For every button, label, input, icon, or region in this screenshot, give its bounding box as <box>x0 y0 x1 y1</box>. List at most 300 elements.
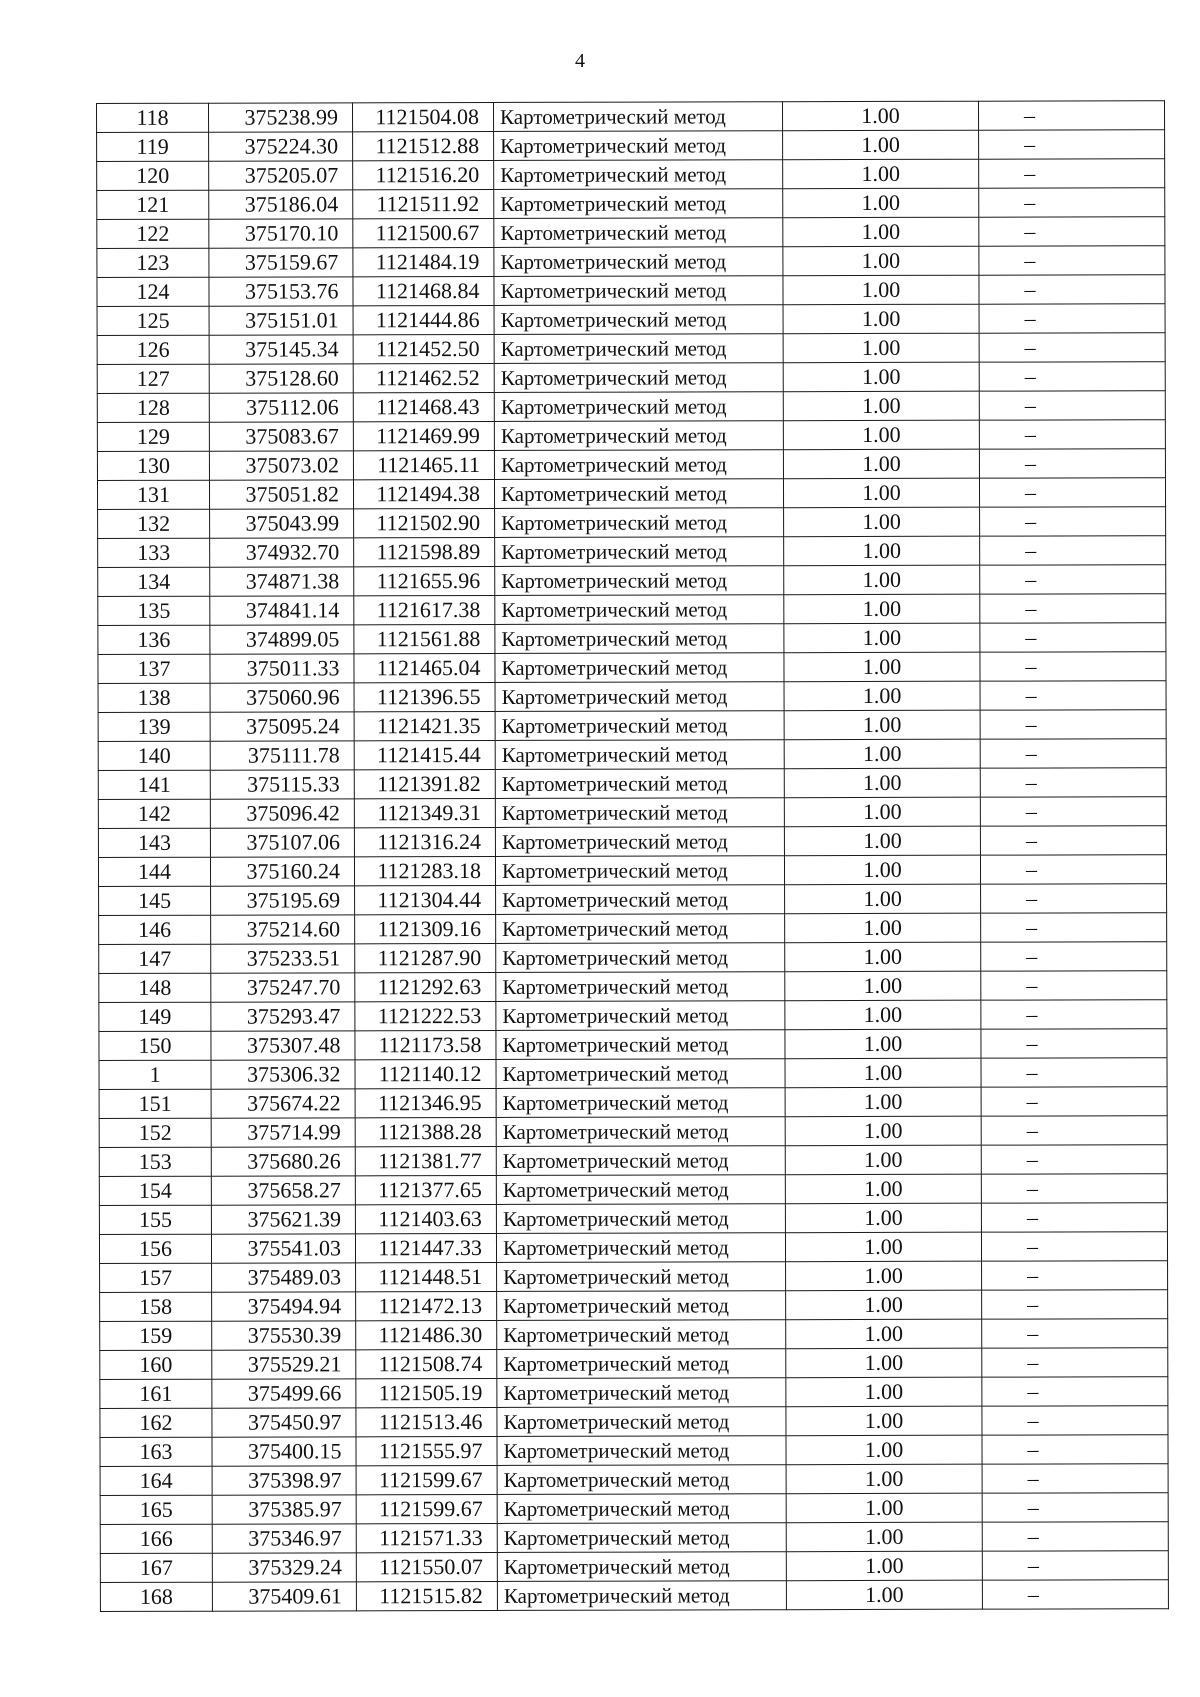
precision-cell: 1.00 <box>785 942 981 972</box>
table-row <box>99 1145 1167 1177</box>
precision-cell: 1.00 <box>783 333 979 363</box>
note-cell: – <box>979 246 1165 275</box>
method-cell: Картометрический метод <box>495 595 784 625</box>
point-number-cell: 142 <box>98 799 210 828</box>
note-cell: – <box>980 652 1166 681</box>
precision-cell: 1.00 <box>784 565 980 595</box>
note-cell: – <box>979 478 1165 507</box>
x-coordinate-cell: 375346.97 <box>212 1524 356 1553</box>
method-cell: Картометрический метод <box>497 1407 786 1437</box>
note-cell: – <box>981 884 1167 913</box>
precision-cell: 1.00 <box>784 652 980 682</box>
point-number-cell: 133 <box>98 538 210 567</box>
note-cell: – <box>979 159 1165 188</box>
note-cell: – <box>980 623 1166 652</box>
note-cell: – <box>980 565 1166 594</box>
precision-cell: 1.00 <box>784 623 980 653</box>
point-number-cell: 143 <box>98 828 210 857</box>
method-cell: Картометрический метод <box>494 247 783 277</box>
y-coordinate-cell: 1121465.04 <box>354 653 495 682</box>
point-number-cell: 129 <box>97 422 209 451</box>
point-number-cell: 150 <box>99 1031 211 1060</box>
x-coordinate-cell: 375499.66 <box>212 1379 356 1408</box>
table-row <box>97 362 1165 394</box>
method-cell: Картометрический метод <box>497 1465 786 1495</box>
table-row <box>99 942 1167 974</box>
method-cell: Картометрический метод <box>494 218 783 248</box>
table-row <box>98 855 1166 887</box>
note-cell: – <box>980 710 1166 739</box>
y-coordinate-cell: 1121448.51 <box>356 1262 497 1291</box>
note-cell: – <box>980 797 1166 826</box>
point-number-cell: 165 <box>100 1495 212 1524</box>
y-coordinate-cell: 1121421.35 <box>354 711 495 740</box>
note-cell: – <box>981 1203 1167 1232</box>
x-coordinate-cell: 375186.04 <box>209 190 353 219</box>
table-row <box>99 1000 1167 1032</box>
method-cell: Картометрический метод <box>497 1378 786 1408</box>
point-number-cell: 137 <box>98 654 210 683</box>
x-coordinate-cell: 375115.33 <box>210 770 354 799</box>
table-row <box>100 1464 1168 1496</box>
method-cell: Картометрический метод <box>497 1262 786 1292</box>
point-number-cell: 140 <box>98 741 210 770</box>
note-cell: – <box>982 1377 1168 1406</box>
note-cell: – <box>982 1580 1168 1609</box>
table-row <box>100 1319 1168 1351</box>
x-coordinate-cell: 375293.47 <box>211 1002 355 1031</box>
point-number-cell: 119 <box>97 132 209 161</box>
method-cell: Картометрический метод <box>494 189 783 219</box>
note-cell: – <box>981 1174 1167 1203</box>
point-number-cell: 138 <box>98 683 210 712</box>
note-cell: – <box>979 275 1165 304</box>
table-row <box>97 420 1165 452</box>
precision-cell: 1.00 <box>786 1435 982 1465</box>
note-cell: – <box>979 333 1165 362</box>
y-coordinate-cell: 1121515.82 <box>356 1581 497 1610</box>
precision-cell: 1.00 <box>783 420 979 450</box>
note-cell: – <box>981 1087 1167 1116</box>
point-number-cell: 167 <box>100 1553 212 1582</box>
point-number-cell: 159 <box>100 1321 212 1350</box>
method-cell: Картометрический метод <box>496 885 785 915</box>
table-row <box>98 768 1166 800</box>
table-row <box>100 1348 1168 1380</box>
x-coordinate-cell: 375205.07 <box>209 161 353 190</box>
point-number-cell: 125 <box>97 306 209 335</box>
y-coordinate-cell: 1121349.31 <box>354 798 495 827</box>
note-cell: – <box>982 1261 1168 1290</box>
table-row <box>97 275 1165 307</box>
point-number-cell: 155 <box>99 1205 211 1234</box>
precision-cell: 1.00 <box>784 536 980 566</box>
note-cell: – <box>980 507 1166 536</box>
x-coordinate-cell: 375043.99 <box>210 509 354 538</box>
method-cell: Картометрический метод <box>495 711 784 741</box>
x-coordinate-cell: 375095.24 <box>210 712 354 741</box>
table-row <box>98 739 1166 771</box>
x-coordinate-cell: 374932.70 <box>210 538 354 567</box>
precision-cell: 1.00 <box>783 478 979 508</box>
point-number-cell: 123 <box>97 248 209 277</box>
note-cell: – <box>980 768 1166 797</box>
point-number-cell: 128 <box>97 393 209 422</box>
note-cell: – <box>981 913 1167 942</box>
note-cell: – <box>980 826 1166 855</box>
x-coordinate-cell: 375238.99 <box>209 103 353 132</box>
x-coordinate-cell: 375233.51 <box>211 944 355 973</box>
point-number-cell: 151 <box>99 1089 211 1118</box>
precision-cell: 1.00 <box>785 1029 981 1059</box>
precision-cell: 1.00 <box>786 1290 982 1320</box>
note-cell: – <box>980 594 1166 623</box>
method-cell: Картометрический метод <box>494 421 783 451</box>
precision-cell: 1.00 <box>783 246 979 276</box>
method-cell: Картометрический метод <box>494 334 783 364</box>
method-cell: Картометрический метод <box>494 363 783 393</box>
x-coordinate-cell: 375494.94 <box>212 1292 356 1321</box>
table-row <box>99 1203 1167 1235</box>
precision-cell: 1.00 <box>784 507 980 537</box>
point-number-cell: 118 <box>97 103 209 132</box>
method-cell: Картометрический метод <box>497 1552 786 1582</box>
table-row <box>97 188 1165 220</box>
table-row <box>100 1290 1168 1322</box>
method-cell: Картометрический метод <box>495 856 784 886</box>
precision-cell: 1.00 <box>783 130 979 160</box>
precision-cell: 1.00 <box>786 1406 982 1436</box>
precision-cell: 1.00 <box>783 159 979 189</box>
y-coordinate-cell: 1121571.33 <box>356 1523 497 1552</box>
point-number-cell: 124 <box>97 277 209 306</box>
y-coordinate-cell: 1121504.08 <box>353 102 494 131</box>
point-number-cell: 134 <box>98 567 210 596</box>
precision-cell: 1.00 <box>786 1377 982 1407</box>
y-coordinate-cell: 1121468.84 <box>353 276 494 305</box>
y-coordinate-cell: 1121468.43 <box>353 392 494 421</box>
y-coordinate-cell: 1121140.12 <box>355 1059 496 1088</box>
note-cell: – <box>981 942 1167 971</box>
table-row <box>98 623 1166 655</box>
point-number-cell: 162 <box>100 1408 212 1437</box>
note-cell: – <box>982 1464 1168 1493</box>
point-number-cell: 161 <box>100 1379 212 1408</box>
point-number-cell: 168 <box>100 1582 212 1611</box>
x-coordinate-cell: 375011.33 <box>210 654 354 683</box>
precision-cell: 1.00 <box>783 217 979 247</box>
y-coordinate-cell: 1121452.50 <box>353 334 494 363</box>
precision-cell: 1.00 <box>786 1348 982 1378</box>
table-row <box>97 478 1165 510</box>
point-number-cell: 145 <box>99 886 211 915</box>
x-coordinate-cell: 375530.39 <box>212 1321 356 1350</box>
precision-cell: 1.00 <box>786 1551 982 1581</box>
point-number-cell: 163 <box>100 1437 212 1466</box>
point-number-cell: 130 <box>97 451 209 480</box>
x-coordinate-cell: 375195.69 <box>211 886 355 915</box>
precision-cell: 1.00 <box>785 1174 981 1204</box>
point-number-cell: 141 <box>98 770 210 799</box>
point-number-cell: 147 <box>99 944 211 973</box>
table-row <box>99 971 1167 1003</box>
y-coordinate-cell: 1121512.88 <box>353 131 494 160</box>
x-coordinate-cell: 375400.15 <box>212 1437 356 1466</box>
table-row <box>99 913 1167 945</box>
table-body <box>97 101 1169 1612</box>
note-cell: – <box>981 971 1167 1000</box>
table-row <box>98 536 1166 568</box>
point-number-cell: 135 <box>98 596 210 625</box>
precision-cell: 1.00 <box>785 1087 981 1117</box>
precision-cell: 1.00 <box>785 884 981 914</box>
point-number-cell: 156 <box>99 1234 211 1263</box>
point-number-cell: 148 <box>99 973 211 1002</box>
method-cell: Картометрический метод <box>495 827 784 857</box>
note-cell: – <box>979 391 1165 420</box>
y-coordinate-cell: 1121494.38 <box>353 479 494 508</box>
note-cell: – <box>981 1232 1167 1261</box>
y-coordinate-cell: 1121309.16 <box>355 914 496 943</box>
x-coordinate-cell: 375051.82 <box>209 480 353 509</box>
y-coordinate-cell: 1121316.24 <box>354 827 495 856</box>
method-cell: Картометрический метод <box>495 653 784 683</box>
point-number-cell: 166 <box>100 1524 212 1553</box>
method-cell: Картометрический метод <box>494 160 783 190</box>
precision-cell: 1.00 <box>786 1464 982 1494</box>
table-row <box>99 1087 1167 1119</box>
precision-cell: 1.00 <box>786 1319 982 1349</box>
x-coordinate-cell: 375307.48 <box>211 1031 355 1060</box>
note-cell: – <box>982 1290 1168 1319</box>
precision-cell: 1.00 <box>784 594 980 624</box>
precision-cell: 1.00 <box>784 855 980 885</box>
y-coordinate-cell: 1121222.53 <box>355 1001 496 1030</box>
x-coordinate-cell: 375170.10 <box>209 219 353 248</box>
method-cell: Картометрический метод <box>493 102 782 132</box>
y-coordinate-cell: 1121484.19 <box>353 247 494 276</box>
method-cell: Картометрический метод <box>494 450 783 480</box>
precision-cell: 1.00 <box>786 1493 982 1523</box>
x-coordinate-cell: 375151.01 <box>209 306 353 335</box>
y-coordinate-cell: 1121500.67 <box>353 218 494 247</box>
x-coordinate-cell: 375096.42 <box>210 799 354 828</box>
note-cell: – <box>979 188 1165 217</box>
table-row <box>98 681 1166 713</box>
x-coordinate-cell: 375541.03 <box>211 1234 355 1263</box>
table-row <box>98 565 1166 597</box>
method-cell: Картометрический метод <box>496 1088 785 1118</box>
precision-cell: 1.00 <box>785 1058 981 1088</box>
coordinates-table <box>96 100 1169 1612</box>
method-cell: Картометрический метод <box>494 305 783 335</box>
method-cell: Картометрический метод <box>496 1204 785 1234</box>
x-coordinate-cell: 375214.60 <box>211 915 355 944</box>
y-coordinate-cell: 1121415.44 <box>354 740 495 769</box>
precision-cell: 1.00 <box>783 362 979 392</box>
y-coordinate-cell: 1121462.52 <box>353 363 494 392</box>
point-number-cell: 1 <box>99 1060 211 1089</box>
method-cell: Картометрический метод <box>496 1059 785 1089</box>
x-coordinate-cell: 375107.06 <box>210 828 354 857</box>
point-number-cell: 158 <box>100 1292 212 1321</box>
x-coordinate-cell: 375160.24 <box>210 857 354 886</box>
y-coordinate-cell: 1121472.13 <box>356 1291 497 1320</box>
method-cell: Картометрический метод <box>495 566 784 596</box>
precision-cell: 1.00 <box>785 1145 981 1175</box>
precision-cell: 1.00 <box>785 1116 981 1146</box>
point-number-cell: 131 <box>97 480 209 509</box>
point-number-cell: 122 <box>97 219 209 248</box>
y-coordinate-cell: 1121486.30 <box>356 1320 497 1349</box>
x-coordinate-cell: 374871.38 <box>210 567 354 596</box>
table-row <box>100 1377 1168 1409</box>
precision-cell: 1.00 <box>783 449 979 479</box>
note-cell: – <box>982 1522 1168 1551</box>
method-cell: Картометрический метод <box>494 392 783 422</box>
precision-cell: 1.00 <box>785 1203 981 1233</box>
x-coordinate-cell: 375674.22 <box>211 1089 355 1118</box>
y-coordinate-cell: 1121447.33 <box>355 1233 496 1262</box>
method-cell: Картометрический метод <box>497 1581 786 1611</box>
table-row <box>98 710 1166 742</box>
precision-cell: 1.00 <box>783 188 979 218</box>
y-coordinate-cell: 1121465.11 <box>353 450 494 479</box>
point-number-cell: 120 <box>97 161 209 190</box>
point-number-cell: 132 <box>98 509 210 538</box>
note-cell: – <box>982 1406 1168 1435</box>
y-coordinate-cell: 1121173.58 <box>355 1030 496 1059</box>
y-coordinate-cell: 1121403.63 <box>355 1204 496 1233</box>
y-coordinate-cell: 1121287.90 <box>355 943 496 972</box>
note-cell: – <box>979 449 1165 478</box>
precision-cell: 1.00 <box>784 681 980 711</box>
note-cell: – <box>979 362 1165 391</box>
precision-cell: 1.00 <box>785 913 981 943</box>
precision-cell: 1.00 <box>783 275 979 305</box>
table-row <box>97 217 1165 249</box>
precision-cell: 1.00 <box>785 1000 981 1030</box>
precision-cell: 1.00 <box>785 971 981 1001</box>
y-coordinate-cell: 1121513.46 <box>356 1407 497 1436</box>
y-coordinate-cell: 1121377.65 <box>355 1175 496 1204</box>
point-number-cell: 146 <box>99 915 211 944</box>
note-cell: – <box>979 420 1165 449</box>
x-coordinate-cell: 375409.61 <box>212 1582 356 1611</box>
note-cell: – <box>982 1319 1168 1348</box>
x-coordinate-cell: 375083.67 <box>209 422 353 451</box>
table-row <box>100 1261 1168 1293</box>
x-coordinate-cell: 375714.99 <box>211 1118 355 1147</box>
y-coordinate-cell: 1121304.44 <box>355 885 496 914</box>
table-row <box>99 1116 1167 1148</box>
x-coordinate-cell: 375398.97 <box>212 1466 356 1495</box>
point-number-cell: 164 <box>100 1466 212 1495</box>
method-cell: Картометрический метод <box>497 1523 786 1553</box>
y-coordinate-cell: 1121516.20 <box>353 160 494 189</box>
method-cell: Картометрический метод <box>496 972 785 1002</box>
table-row <box>100 1435 1168 1467</box>
x-coordinate-cell: 375621.39 <box>211 1205 355 1234</box>
method-cell: Картометрический метод <box>495 798 784 828</box>
x-coordinate-cell: 374841.14 <box>210 596 354 625</box>
precision-cell: 1.00 <box>784 768 980 798</box>
precision-cell: 1.00 <box>785 1232 981 1262</box>
point-number-cell: 136 <box>98 625 210 654</box>
point-number-cell: 152 <box>99 1118 211 1147</box>
x-coordinate-cell: 374899.05 <box>210 625 354 654</box>
table-row <box>97 449 1165 481</box>
note-cell: – <box>981 1029 1167 1058</box>
point-number-cell: 160 <box>100 1350 212 1379</box>
y-coordinate-cell: 1121505.19 <box>356 1378 497 1407</box>
x-coordinate-cell: 375060.96 <box>210 683 354 712</box>
x-coordinate-cell: 375306.32 <box>211 1060 355 1089</box>
x-coordinate-cell: 375658.27 <box>211 1176 355 1205</box>
y-coordinate-cell: 1121598.89 <box>354 537 495 566</box>
table-row <box>97 333 1165 365</box>
table-row <box>98 797 1166 829</box>
table-row <box>98 652 1166 684</box>
note-cell: – <box>978 101 1164 130</box>
note-cell: – <box>981 1116 1167 1145</box>
note-cell: – <box>979 217 1165 246</box>
method-cell: Картометрический метод <box>494 131 783 161</box>
method-cell: Картометрический метод <box>497 1320 786 1350</box>
precision-cell: 1.00 <box>784 739 980 769</box>
y-coordinate-cell: 1121396.55 <box>354 682 495 711</box>
method-cell: Картометрический метод <box>497 1349 786 1379</box>
table-row <box>99 1174 1167 1206</box>
method-cell: Картометрический метод <box>495 624 784 654</box>
point-number-cell: 157 <box>100 1263 212 1292</box>
x-coordinate-cell: 375145.34 <box>209 335 353 364</box>
note-cell: – <box>980 739 1166 768</box>
precision-cell: 1.00 <box>784 826 980 856</box>
table-row <box>100 1406 1168 1438</box>
note-cell: – <box>982 1435 1168 1464</box>
precision-cell: 1.00 <box>782 101 978 131</box>
method-cell: Картометрический метод <box>494 479 783 509</box>
table-row <box>97 101 1165 133</box>
table-row <box>99 1232 1167 1264</box>
method-cell: Картометрический метод <box>496 1175 785 1205</box>
precision-cell: 1.00 <box>784 797 980 827</box>
method-cell: Картометрический метод <box>494 276 783 306</box>
point-number-cell: 144 <box>98 857 210 886</box>
note-cell: – <box>981 1058 1167 1087</box>
table-row <box>98 826 1166 858</box>
x-coordinate-cell: 375224.30 <box>209 132 353 161</box>
method-cell: Картометрический метод <box>495 508 784 538</box>
y-coordinate-cell: 1121550.07 <box>356 1552 497 1581</box>
method-cell: Картометрический метод <box>496 1117 785 1147</box>
point-number-cell: 126 <box>97 335 209 364</box>
x-coordinate-cell: 375112.06 <box>209 393 353 422</box>
precision-cell: 1.00 <box>784 710 980 740</box>
x-coordinate-cell: 375680.26 <box>211 1147 355 1176</box>
note-cell: – <box>982 1493 1168 1522</box>
method-cell: Картометрический метод <box>495 769 784 799</box>
method-cell: Картометрический метод <box>496 1030 785 1060</box>
table-row <box>99 1029 1167 1061</box>
method-cell: Картометрический метод <box>497 1494 786 1524</box>
y-coordinate-cell: 1121508.74 <box>356 1349 497 1378</box>
x-coordinate-cell: 375159.67 <box>209 248 353 277</box>
note-cell: – <box>980 536 1166 565</box>
precision-cell: 1.00 <box>786 1580 982 1610</box>
note-cell: – <box>982 1551 1168 1580</box>
